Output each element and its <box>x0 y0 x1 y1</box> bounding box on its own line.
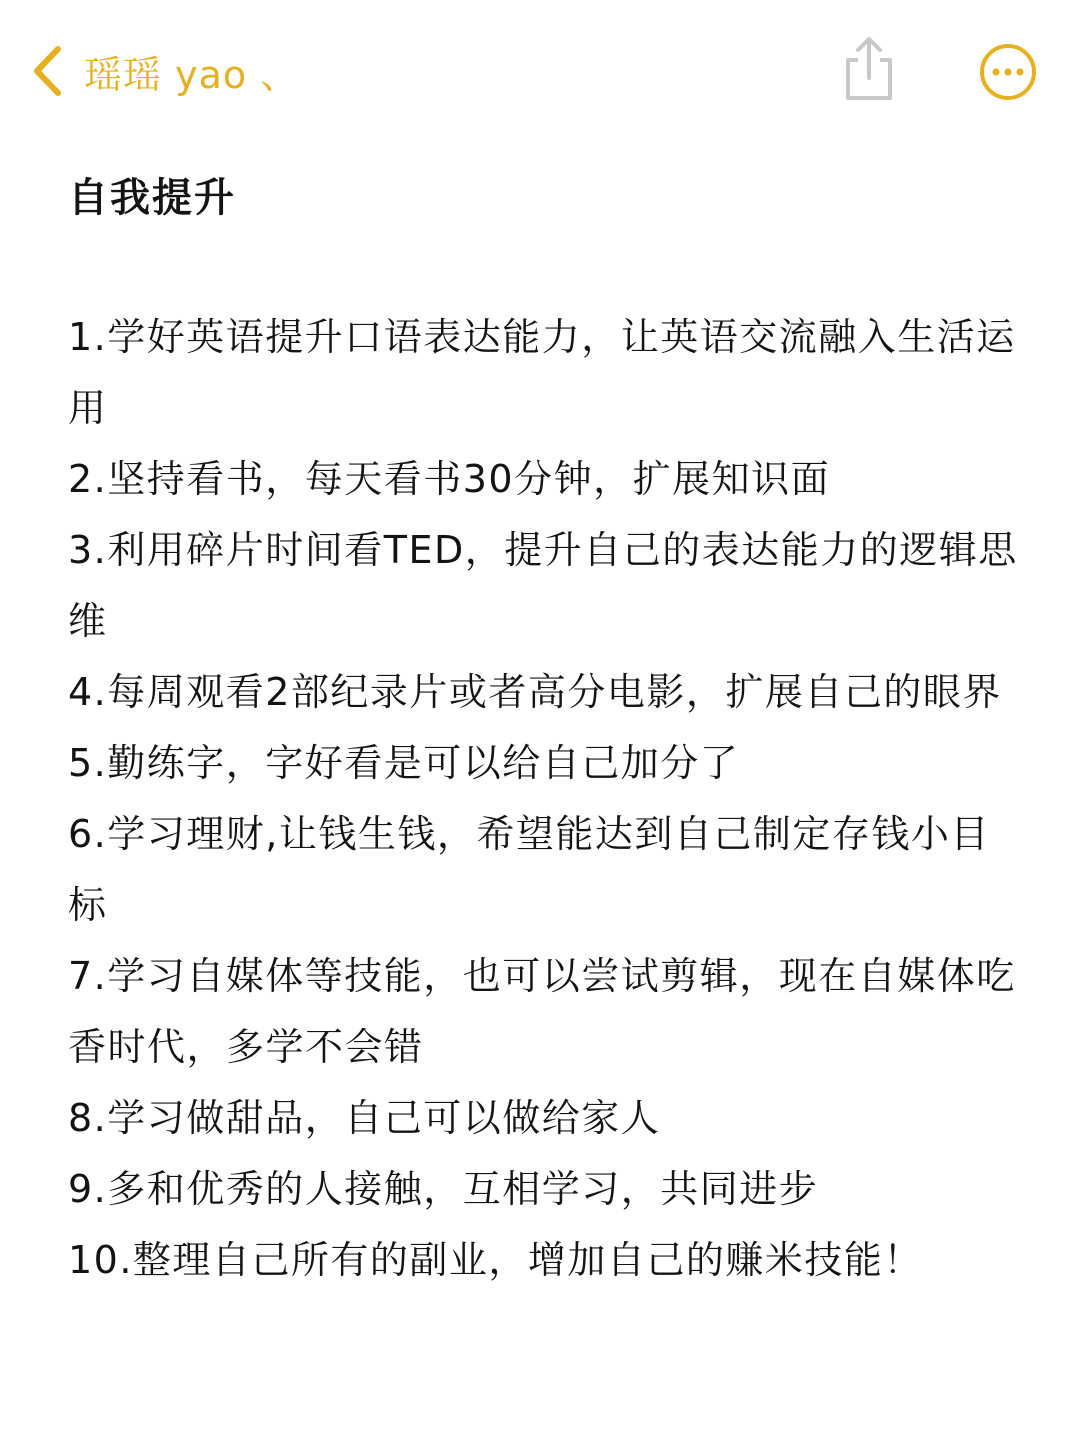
more-ellipsis-icon <box>978 42 1038 102</box>
list-item: 7.学习自媒体等技能，也可以尝试剪辑，现在自媒体吃香时代，多学不会错 <box>68 954 1016 1069</box>
list-item: 9.多和优秀的人接触，互相学习，共同进步 <box>68 1167 819 1211</box>
list-item: 10.整理自己所有的副业，增加自己的赚米技能！ <box>68 1238 923 1282</box>
navigation-bar <box>0 0 1080 140</box>
blank-line <box>68 236 1018 302</box>
goal-list <box>68 302 1018 1296</box>
chevron-left-icon <box>28 41 68 101</box>
list-item: 1.学好英语提升口语表达能力，让英语交流融入生活运用 <box>68 315 1016 430</box>
share-button[interactable] <box>838 34 900 102</box>
list-item: 8.学习做甜品，自己可以做给家人 <box>68 1096 661 1140</box>
share-icon <box>838 34 900 102</box>
list-item: 4.每周观看2部纪录片或者高分电影，扩展自己的眼界 <box>68 670 1002 714</box>
more-button[interactable] <box>978 42 1038 102</box>
list-item: 3.利用碎片时间看TED，提升自己的表达能力的逻辑思维 <box>68 528 1018 643</box>
note-body[interactable] <box>68 160 1018 1296</box>
back-label: 瑶瑶 yao 、 <box>84 52 300 97</box>
list-item: 5.勤练字，字好看是可以给自己加分了 <box>68 741 740 785</box>
list-item: 2.坚持看书，每天看书30分钟，扩展知识面 <box>68 457 831 501</box>
list-item: 6.学习理财,让钱生钱，希望能达到自己制定存钱小目标 <box>68 812 990 927</box>
back-button[interactable] <box>28 36 299 106</box>
note-title: 自我提升 <box>68 175 236 221</box>
